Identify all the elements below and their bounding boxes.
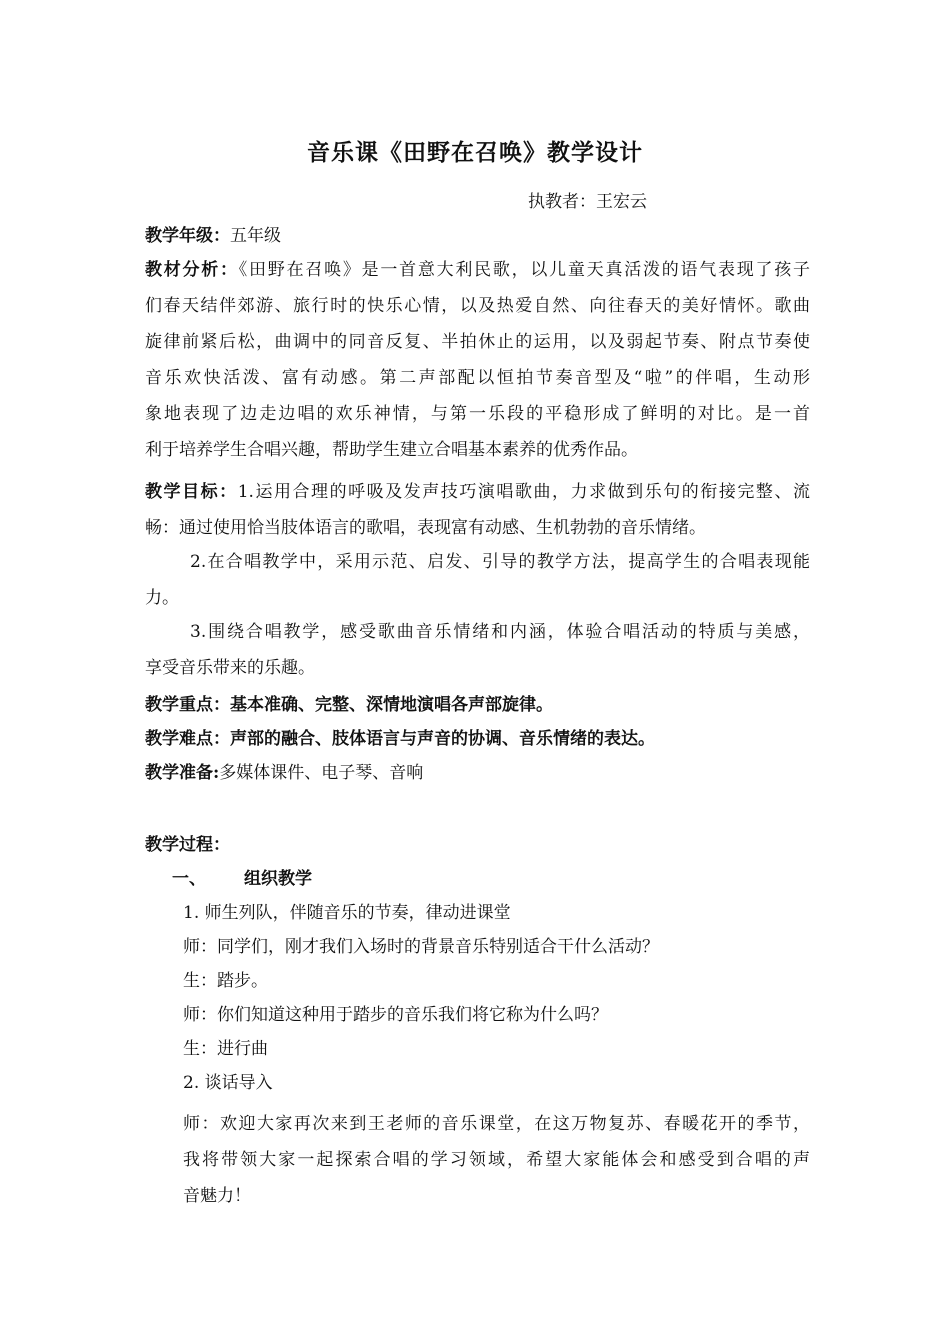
goal-line: 教学目标：1.运用合理的呼吸及发声技巧演唱歌曲，力求做到乐句的衔接完整、流 (145, 482, 810, 502)
process-item: 师：你们知道这种用于踏步的音乐我们将它称为什么吗？ (183, 1005, 608, 1025)
section-heading (172, 862, 837, 896)
prep-value: 多媒体课件、电子琴、音响 (219, 763, 424, 783)
closing-paragraph (183, 1106, 810, 1214)
analysis-paragraph (145, 252, 810, 468)
analysis-line: 们春天结伴郊游、旅行时的快乐心情，以及热爱自然、向往春天的美好情怀。歌曲 (145, 296, 810, 316)
process-label: 教学过程： (145, 835, 230, 855)
analysis-line: 利于培养学生合唱兴趣，帮助学生建立合唱基本素养的优秀作品。 (145, 440, 638, 460)
goal-line: 2.在合唱教学中，采用示范、启发、引导的教学方法，提高学生的合唱表现能 (190, 552, 810, 572)
goal-line: 享受音乐带来的乐趣。 (145, 658, 315, 678)
difficulty-label: 教学难点： (145, 729, 230, 749)
process-item: 2. 谈话导入 (183, 1073, 273, 1093)
analysis-line: 教材分析：《田野在召唤》是一首意大利民歌，以儿童天真活泼的语气表现了孩子 (145, 260, 810, 280)
author-line: 执教者：王宏云 (528, 192, 647, 212)
document-title: 音乐课《田野在召唤》教学设计 (307, 139, 643, 166)
process-items (183, 896, 810, 1100)
process-item: 生：进行曲 (183, 1039, 268, 1059)
section-number: 一、 (172, 869, 206, 889)
analysis-line: 音乐欢快活泼、富有动感。第二声部配以恒拍节奏音型及“啦”的伴唱，生动形 (145, 368, 810, 388)
difficulty-value: 声部的融合、肢体语言与声音的协调、音乐情绪的表达。 (230, 729, 655, 749)
goal-3 (145, 614, 810, 686)
goals-label: 教学目标： (145, 482, 238, 502)
goals-paragraph (145, 474, 810, 546)
grade-label: 教学年级： (145, 226, 230, 246)
key-point-label: 教学重点： (145, 695, 230, 715)
grade-line (145, 218, 810, 254)
key-point-line (145, 688, 810, 722)
analysis-line: 象地表现了边走边唱的欢乐神情，与第一乐段的平稳形成了鲜明的对比。是一首 (145, 404, 810, 424)
prep-label: 教学准备: (145, 763, 220, 783)
process-item: 师：同学们，刚才我们入场时的背景音乐特别适合干什么活动？ (183, 937, 659, 957)
closing-line: 我将带领大家一起探索合唱的学习领域，希望大家能体会和感受到合唱的声 (183, 1150, 810, 1170)
goal-2 (145, 544, 810, 616)
closing-line: 师：欢迎大家再次来到王老师的音乐课堂，在这万物复苏、春暖花开的季节， (183, 1114, 810, 1134)
process-item: 生：踏步。 (183, 971, 268, 991)
prep-line (145, 756, 810, 790)
analysis-label: 教材分析： (145, 260, 239, 280)
goal-line: 力。 (145, 588, 179, 608)
goal-line: 畅：通过使用恰当肢体语言的歌唱，表现富有动感、生机勃勃的音乐情绪。 (145, 518, 706, 538)
closing-line: 音魅力！ (183, 1186, 251, 1206)
grade-value: 五年级 (230, 226, 281, 246)
section-title: 组织教学 (244, 869, 312, 889)
difficulty-line (145, 722, 810, 756)
key-point-value: 基本准确、完整、深情地演唱各声部旋律。 (230, 695, 553, 715)
process-item: 1. 师生列队，伴随音乐的节奏，律动进课堂 (183, 903, 511, 923)
analysis-line: 旋律前紧后松，曲调中的同音反复、半拍休止的运用，以及弱起节奏、附点节奏使 (145, 332, 810, 352)
goal-line: 3.围绕合唱教学，感受歌曲音乐情绪和内涵，体验合唱活动的特质与美感， (190, 622, 810, 642)
